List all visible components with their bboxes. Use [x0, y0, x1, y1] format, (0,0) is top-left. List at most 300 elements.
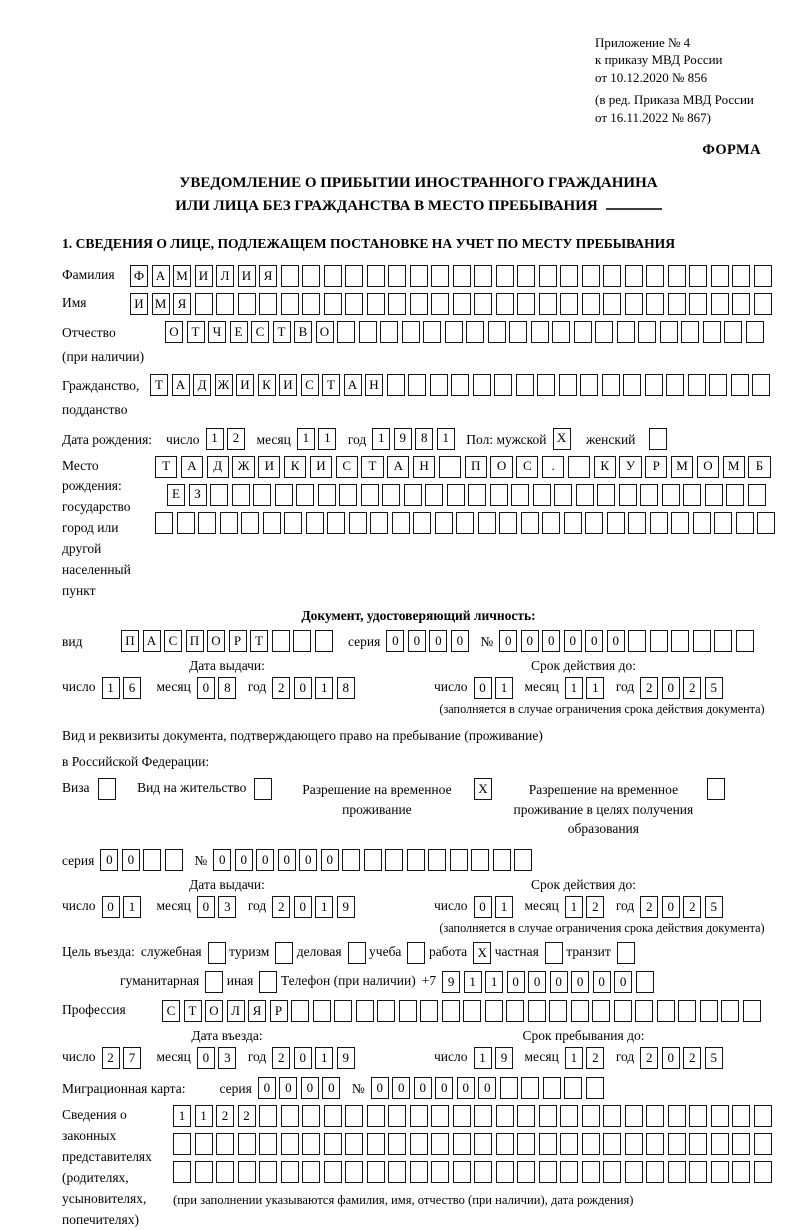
purpose-business-checkbox[interactable] [348, 942, 370, 964]
char-cell[interactable] [689, 265, 707, 287]
char-cell[interactable] [302, 265, 320, 287]
char-cell[interactable]: А [387, 456, 409, 478]
phone-boxes[interactable] [442, 971, 657, 993]
char-cell[interactable] [327, 512, 345, 534]
temp-residence-checkbox[interactable] [474, 778, 496, 800]
char-cell[interactable] [293, 630, 311, 652]
char-cell[interactable]: Е [167, 484, 185, 506]
representatives-row3-boxes[interactable] [173, 1161, 775, 1183]
char-cell[interactable]: Ф [130, 265, 148, 287]
char-cell[interactable] [582, 293, 600, 315]
char-cell[interactable] [724, 321, 742, 343]
char-cell[interactable] [382, 484, 400, 506]
char-cell[interactable]: 1 [206, 428, 224, 450]
char-cell[interactable] [711, 1105, 729, 1127]
char-cell[interactable] [342, 849, 360, 871]
char-cell[interactable]: Б [748, 456, 770, 478]
char-cell[interactable] [453, 293, 471, 315]
char-cell[interactable]: 2 [272, 896, 290, 918]
char-cell[interactable]: О [165, 321, 183, 343]
iddoc-valid-day[interactable] [474, 677, 517, 699]
char-cell[interactable]: 0 [662, 677, 680, 699]
char-cell[interactable] [281, 1133, 299, 1155]
char-cell[interactable] [603, 1161, 621, 1183]
birthplace-row2-boxes[interactable] [167, 484, 779, 506]
char-cell[interactable] [367, 1133, 385, 1155]
char-cell[interactable]: Л [216, 265, 234, 287]
char-cell[interactable] [711, 1133, 729, 1155]
char-cell[interactable]: 0 [408, 630, 426, 652]
char-cell[interactable] [625, 265, 643, 287]
checkbox-cell[interactable] [275, 942, 293, 964]
char-cell[interactable] [517, 293, 535, 315]
char-cell[interactable] [451, 374, 469, 396]
char-cell[interactable] [646, 1161, 664, 1183]
char-cell[interactable] [646, 293, 664, 315]
char-cell[interactable] [549, 1000, 567, 1022]
char-cell[interactable] [607, 512, 625, 534]
char-cell[interactable]: 0 [451, 630, 469, 652]
char-cell[interactable] [356, 1000, 374, 1022]
char-cell[interactable] [582, 1161, 600, 1183]
char-cell[interactable]: Р [645, 456, 667, 478]
char-cell[interactable] [399, 1000, 417, 1022]
char-cell[interactable]: 6 [123, 677, 141, 699]
char-cell[interactable]: М [723, 456, 745, 478]
char-cell[interactable] [628, 630, 646, 652]
char-cell[interactable] [431, 265, 449, 287]
char-cell[interactable] [657, 1000, 675, 1022]
char-cell[interactable]: 0 [392, 1077, 410, 1099]
char-cell[interactable]: 9 [442, 971, 460, 993]
char-cell[interactable]: С [164, 630, 182, 652]
char-cell[interactable]: 0 [474, 677, 492, 699]
char-cell[interactable]: А [344, 374, 362, 396]
char-cell[interactable]: Я [259, 265, 277, 287]
char-cell[interactable]: М [173, 265, 191, 287]
char-cell[interactable] [474, 1105, 492, 1127]
char-cell[interactable]: Т [184, 1000, 202, 1022]
purpose-transit-checkbox[interactable] [617, 942, 639, 964]
char-cell[interactable] [539, 1105, 557, 1127]
char-cell[interactable]: 2 [640, 896, 658, 918]
char-cell[interactable] [453, 265, 471, 287]
char-cell[interactable]: 1 [315, 677, 333, 699]
char-cell[interactable]: А [181, 456, 203, 478]
char-cell[interactable] [517, 1133, 535, 1155]
iddoc-kind-boxes[interactable] [121, 630, 336, 652]
char-cell[interactable] [474, 1161, 492, 1183]
char-cell[interactable] [485, 1000, 503, 1022]
char-cell[interactable] [582, 1133, 600, 1155]
char-cell[interactable] [754, 1105, 772, 1127]
char-cell[interactable] [345, 1133, 363, 1155]
char-cell[interactable] [388, 1161, 406, 1183]
char-cell[interactable] [324, 293, 342, 315]
char-cell[interactable]: 0 [564, 630, 582, 652]
char-cell[interactable]: О [205, 1000, 223, 1022]
char-cell[interactable] [668, 1105, 686, 1127]
iddoc-valid-month[interactable] [565, 677, 608, 699]
char-cell[interactable] [430, 374, 448, 396]
char-cell[interactable] [490, 484, 508, 506]
char-cell[interactable]: Ж [232, 456, 254, 478]
char-cell[interactable]: 0 [122, 849, 140, 871]
char-cell[interactable]: 2 [227, 428, 245, 450]
char-cell[interactable] [636, 971, 654, 993]
char-cell[interactable]: 0 [197, 1047, 215, 1069]
char-cell[interactable] [425, 484, 443, 506]
char-cell[interactable]: Т [273, 321, 291, 343]
char-cell[interactable] [582, 265, 600, 287]
char-cell[interactable] [646, 1133, 664, 1155]
char-cell[interactable] [625, 1133, 643, 1155]
char-cell[interactable] [324, 1105, 342, 1127]
surname-boxes[interactable] [130, 265, 775, 287]
char-cell[interactable]: 7 [123, 1047, 141, 1069]
char-cell[interactable]: 0 [235, 849, 253, 871]
checkbox-cell[interactable] [208, 942, 226, 964]
char-cell[interactable]: 0 [258, 1077, 276, 1099]
iddoc-series-boxes[interactable] [386, 630, 472, 652]
char-cell[interactable]: З [189, 484, 207, 506]
char-cell[interactable]: 0 [457, 1077, 475, 1099]
purpose-official-checkbox[interactable] [208, 942, 230, 964]
char-cell[interactable] [668, 1133, 686, 1155]
checkbox-cell[interactable]: X [553, 428, 571, 450]
char-cell[interactable] [284, 512, 302, 534]
char-cell[interactable]: 2 [640, 677, 658, 699]
char-cell[interactable] [576, 484, 594, 506]
char-cell[interactable] [195, 1161, 213, 1183]
char-cell[interactable] [689, 1133, 707, 1155]
char-cell[interactable] [496, 1105, 514, 1127]
char-cell[interactable] [528, 1000, 546, 1022]
char-cell[interactable] [496, 1133, 514, 1155]
char-cell[interactable] [646, 1105, 664, 1127]
char-cell[interactable] [272, 630, 290, 652]
char-cell[interactable] [671, 630, 689, 652]
char-cell[interactable]: 1 [173, 1105, 191, 1127]
char-cell[interactable] [705, 484, 723, 506]
char-cell[interactable] [349, 512, 367, 534]
char-cell[interactable] [617, 321, 635, 343]
char-cell[interactable] [493, 849, 511, 871]
char-cell[interactable]: 9 [337, 1047, 355, 1069]
char-cell[interactable]: С [251, 321, 269, 343]
char-cell[interactable]: 1 [437, 428, 455, 450]
char-cell[interactable] [543, 1077, 561, 1099]
char-cell[interactable]: Н [413, 456, 435, 478]
char-cell[interactable] [754, 1161, 772, 1183]
char-cell[interactable]: 0 [571, 971, 589, 993]
purpose-other-checkbox[interactable] [259, 971, 281, 993]
char-cell[interactable]: 0 [414, 1077, 432, 1099]
checkbox-cell[interactable] [617, 942, 635, 964]
char-cell[interactable]: 0 [102, 896, 120, 918]
char-cell[interactable] [361, 484, 379, 506]
iddoc-issue-year[interactable] [272, 677, 358, 699]
char-cell[interactable]: К [594, 456, 616, 478]
char-cell[interactable] [296, 484, 314, 506]
char-cell[interactable] [721, 1000, 739, 1022]
char-cell[interactable] [431, 1105, 449, 1127]
char-cell[interactable] [377, 1000, 395, 1022]
char-cell[interactable] [345, 1161, 363, 1183]
purpose-study-checkbox[interactable] [407, 942, 429, 964]
char-cell[interactable]: 0 [528, 971, 546, 993]
char-cell[interactable] [473, 374, 491, 396]
char-cell[interactable]: 0 [614, 971, 632, 993]
char-cell[interactable]: 2 [640, 1047, 658, 1069]
char-cell[interactable] [714, 630, 732, 652]
char-cell[interactable] [500, 1077, 518, 1099]
char-cell[interactable] [388, 293, 406, 315]
char-cell[interactable]: Ж [215, 374, 233, 396]
char-cell[interactable] [628, 512, 646, 534]
char-cell[interactable] [689, 293, 707, 315]
char-cell[interactable]: О [697, 456, 719, 478]
char-cell[interactable]: 0 [301, 1077, 319, 1099]
purpose-humanitarian-checkbox[interactable] [205, 971, 227, 993]
char-cell[interactable] [474, 265, 492, 287]
char-cell[interactable] [339, 484, 357, 506]
char-cell[interactable] [385, 849, 403, 871]
char-cell[interactable] [195, 293, 213, 315]
char-cell[interactable] [345, 293, 363, 315]
char-cell[interactable]: М [671, 456, 693, 478]
char-cell[interactable] [463, 1000, 481, 1022]
char-cell[interactable]: 1 [318, 428, 336, 450]
char-cell[interactable]: Т [155, 456, 177, 478]
char-cell[interactable] [367, 1105, 385, 1127]
char-cell[interactable] [521, 1077, 539, 1099]
char-cell[interactable]: 1 [565, 896, 583, 918]
char-cell[interactable]: 9 [337, 896, 355, 918]
char-cell[interactable] [471, 849, 489, 871]
char-cell[interactable] [731, 374, 749, 396]
char-cell[interactable] [646, 265, 664, 287]
char-cell[interactable] [445, 321, 463, 343]
char-cell[interactable] [693, 630, 711, 652]
birthplace-row3-boxes[interactable] [155, 512, 779, 534]
purpose-tourism-checkbox[interactable] [275, 942, 297, 964]
char-cell[interactable] [668, 265, 686, 287]
char-cell[interactable]: У [619, 456, 641, 478]
char-cell[interactable] [263, 512, 281, 534]
char-cell[interactable]: Д [207, 456, 229, 478]
char-cell[interactable]: 0 [499, 630, 517, 652]
char-cell[interactable] [496, 1161, 514, 1183]
char-cell[interactable] [420, 1000, 438, 1022]
char-cell[interactable] [748, 484, 766, 506]
char-cell[interactable] [453, 1133, 471, 1155]
char-cell[interactable] [662, 484, 680, 506]
char-cell[interactable] [447, 484, 465, 506]
char-cell[interactable] [474, 293, 492, 315]
char-cell[interactable] [173, 1133, 191, 1155]
char-cell[interactable]: И [130, 293, 148, 315]
temp-residence-edu-checkbox[interactable] [707, 778, 729, 800]
char-cell[interactable]: 1 [495, 896, 513, 918]
char-cell[interactable] [595, 321, 613, 343]
char-cell[interactable] [259, 293, 277, 315]
char-cell[interactable] [407, 849, 425, 871]
char-cell[interactable]: 2 [272, 1047, 290, 1069]
purpose-private-checkbox[interactable] [545, 942, 567, 964]
char-cell[interactable]: Т [361, 456, 383, 478]
char-cell[interactable] [388, 1105, 406, 1127]
char-cell[interactable] [623, 374, 641, 396]
char-cell[interactable] [499, 512, 517, 534]
char-cell[interactable]: 1 [495, 677, 513, 699]
char-cell[interactable]: 1 [315, 896, 333, 918]
char-cell[interactable]: 3 [218, 896, 236, 918]
char-cell[interactable]: 1 [485, 971, 503, 993]
char-cell[interactable]: Р [270, 1000, 288, 1022]
char-cell[interactable]: 0 [322, 1077, 340, 1099]
char-cell[interactable] [450, 849, 468, 871]
char-cell[interactable]: О [207, 630, 225, 652]
checkbox-cell[interactable] [707, 778, 725, 800]
char-cell[interactable]: К [284, 456, 306, 478]
checkbox-cell[interactable] [407, 942, 425, 964]
char-cell[interactable] [238, 1133, 256, 1155]
char-cell[interactable]: 0 [478, 1077, 496, 1099]
char-cell[interactable]: Д [193, 374, 211, 396]
char-cell[interactable] [539, 293, 557, 315]
char-cell[interactable] [281, 1105, 299, 1127]
char-cell[interactable] [693, 512, 711, 534]
char-cell[interactable]: П [121, 630, 139, 652]
checkbox-cell[interactable] [98, 778, 116, 800]
char-cell[interactable] [516, 374, 534, 396]
char-cell[interactable]: 0 [507, 971, 525, 993]
char-cell[interactable] [689, 1105, 707, 1127]
char-cell[interactable]: 3 [218, 1047, 236, 1069]
char-cell[interactable] [666, 374, 684, 396]
char-cell[interactable]: Т [150, 374, 168, 396]
char-cell[interactable]: 0 [197, 677, 215, 699]
char-cell[interactable] [754, 1133, 772, 1155]
char-cell[interactable] [337, 321, 355, 343]
char-cell[interactable]: 2 [683, 1047, 701, 1069]
char-cell[interactable]: Т [187, 321, 205, 343]
char-cell[interactable] [238, 1161, 256, 1183]
residence-issue-month[interactable] [197, 896, 240, 918]
char-cell[interactable]: 1 [372, 428, 390, 450]
char-cell[interactable]: 8 [415, 428, 433, 450]
char-cell[interactable]: 0 [550, 971, 568, 993]
entry-day[interactable] [102, 1047, 145, 1069]
char-cell[interactable] [313, 1000, 331, 1022]
char-cell[interactable] [582, 1105, 600, 1127]
char-cell[interactable]: П [186, 630, 204, 652]
char-cell[interactable] [177, 512, 195, 534]
char-cell[interactable] [496, 293, 514, 315]
char-cell[interactable]: 0 [294, 1047, 312, 1069]
entry-year[interactable] [272, 1047, 358, 1069]
char-cell[interactable]: 0 [279, 1077, 297, 1099]
char-cell[interactable] [554, 484, 572, 506]
char-cell[interactable]: 1 [586, 677, 604, 699]
char-cell[interactable]: 8 [337, 677, 355, 699]
char-cell[interactable] [494, 374, 512, 396]
char-cell[interactable] [410, 265, 428, 287]
char-cell[interactable] [574, 321, 592, 343]
char-cell[interactable] [732, 1161, 750, 1183]
char-cell[interactable]: И [195, 265, 213, 287]
char-cell[interactable]: И [279, 374, 297, 396]
checkbox-cell[interactable] [649, 428, 667, 450]
entry-month[interactable] [197, 1047, 240, 1069]
char-cell[interactable] [603, 265, 621, 287]
migration-number-boxes[interactable] [371, 1077, 608, 1099]
char-cell[interactable]: 1 [565, 677, 583, 699]
char-cell[interactable] [423, 321, 441, 343]
char-cell[interactable] [619, 484, 637, 506]
char-cell[interactable]: А [172, 374, 190, 396]
char-cell[interactable] [585, 512, 603, 534]
char-cell[interactable] [754, 293, 772, 315]
char-cell[interactable] [650, 512, 668, 534]
char-cell[interactable] [408, 374, 426, 396]
char-cell[interactable]: 2 [238, 1105, 256, 1127]
checkbox-cell[interactable]: X [474, 778, 492, 800]
char-cell[interactable] [410, 1133, 428, 1155]
char-cell[interactable]: Р [229, 630, 247, 652]
char-cell[interactable] [597, 484, 615, 506]
char-cell[interactable]: 1 [464, 971, 482, 993]
char-cell[interactable] [752, 374, 770, 396]
char-cell[interactable] [324, 265, 342, 287]
char-cell[interactable] [281, 265, 299, 287]
representatives-row1-boxes[interactable] [173, 1105, 775, 1127]
char-cell[interactable]: 1 [102, 677, 120, 699]
char-cell[interactable] [660, 321, 678, 343]
char-cell[interactable] [453, 1161, 471, 1183]
char-cell[interactable] [678, 1000, 696, 1022]
char-cell[interactable]: 0 [593, 971, 611, 993]
char-cell[interactable]: 0 [294, 677, 312, 699]
char-cell[interactable]: 0 [213, 849, 231, 871]
char-cell[interactable]: 0 [435, 1077, 453, 1099]
char-cell[interactable] [291, 1000, 309, 1022]
char-cell[interactable] [388, 1133, 406, 1155]
char-cell[interactable] [560, 1105, 578, 1127]
char-cell[interactable] [410, 293, 428, 315]
char-cell[interactable] [380, 321, 398, 343]
char-cell[interactable] [324, 1161, 342, 1183]
char-cell[interactable] [645, 374, 663, 396]
char-cell[interactable]: 2 [586, 896, 604, 918]
char-cell[interactable] [603, 293, 621, 315]
char-cell[interactable] [453, 1105, 471, 1127]
char-cell[interactable] [241, 512, 259, 534]
char-cell[interactable] [431, 293, 449, 315]
char-cell[interactable] [614, 1000, 632, 1022]
char-cell[interactable]: Л [227, 1000, 245, 1022]
residence-valid-day[interactable] [474, 896, 517, 918]
char-cell[interactable] [625, 1105, 643, 1127]
purpose-work-checkbox[interactable] [473, 942, 495, 964]
char-cell[interactable] [537, 374, 555, 396]
iddoc-issue-day[interactable] [102, 677, 145, 699]
char-cell[interactable] [560, 293, 578, 315]
char-cell[interactable] [216, 1133, 234, 1155]
char-cell[interactable]: 0 [294, 896, 312, 918]
char-cell[interactable] [466, 321, 484, 343]
